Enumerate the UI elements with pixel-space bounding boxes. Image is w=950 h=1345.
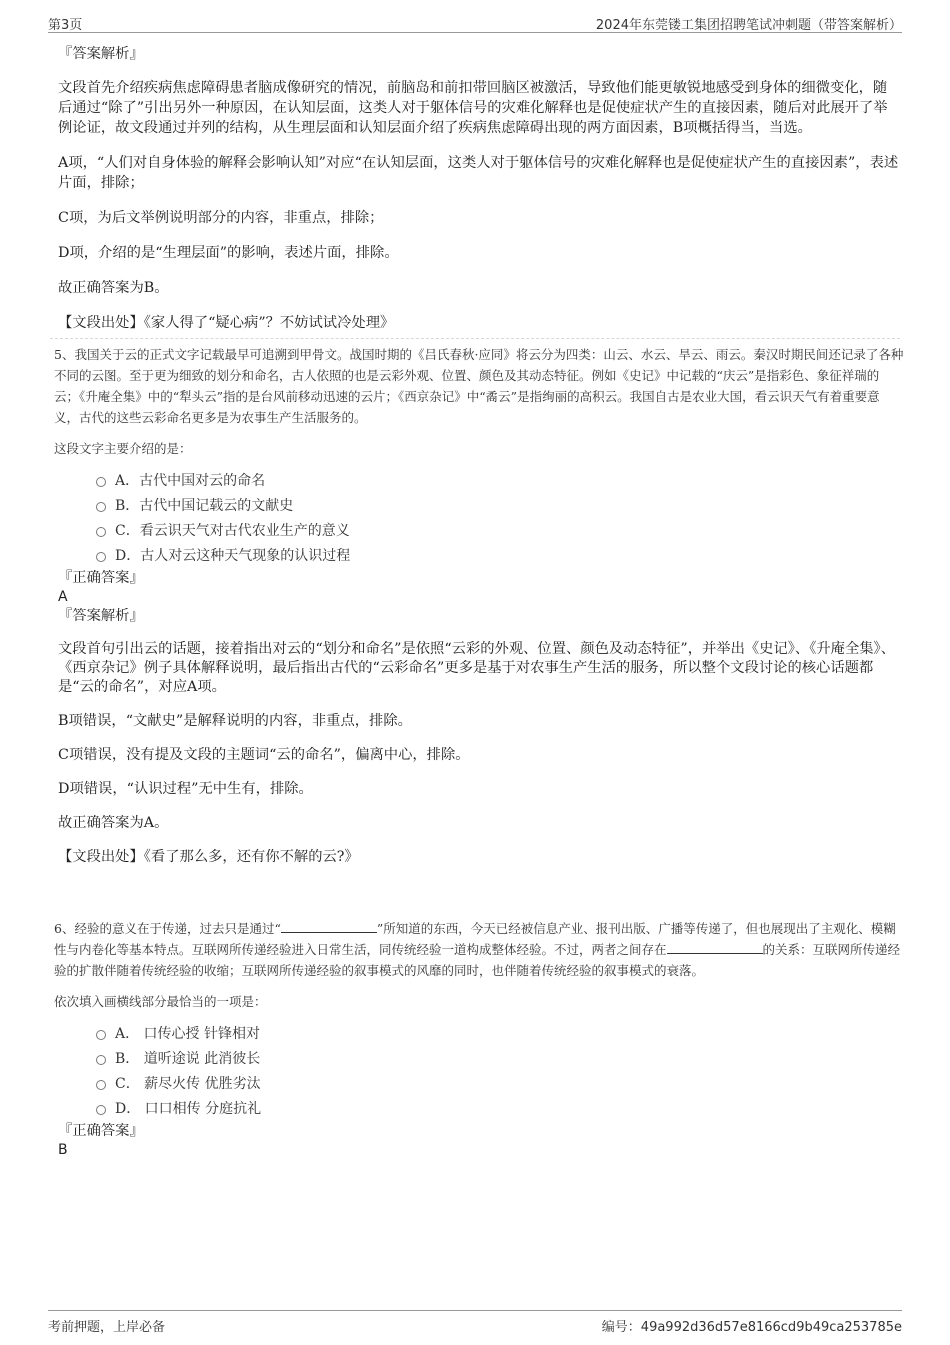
option-d-note: D项，介绍的是“生理层面”的影响，表述片面，排除。 — [58, 245, 399, 261]
analysis-text: 文段首句引出云的话题，接着指出对云的“划分和命名”是依照“云彩的外观、位置、颜色及动态特征”，并举出《史记》、《升庵全集》、《西京杂记》例子具体解释说明，最后指出古代的“云彩命名”更多是基于对农事生产生活的服务，所以整个文段讨论的核心话题都是“云的命名”，对应A项。 — [58, 641, 895, 695]
answer-block — [58, 569, 904, 867]
option-b[interactable] — [96, 1047, 904, 1072]
answer-label: 『正确答案』 — [58, 1123, 144, 1139]
page-header — [48, 10, 902, 33]
radio-icon[interactable] — [96, 527, 106, 537]
option-label: C． 薪尽火传 优胜劣汰 — [115, 1076, 261, 1092]
radio-icon[interactable] — [96, 1080, 106, 1090]
option-b-note: B项错误，“文献史”是解释说明的内容，非重点，排除。 — [58, 713, 412, 729]
option-label: C．看云识天气对古代农业生产的意义 — [115, 523, 350, 539]
document-code: 编号：49a992d36d57e8166cd9b49ca253785e — [601, 1320, 902, 1335]
radio-icon[interactable] — [96, 1105, 106, 1115]
radio-icon[interactable] — [96, 477, 106, 487]
question-prompt: 依次填入画横线部分最恰当的一项是： — [54, 994, 267, 1009]
radio-icon[interactable] — [96, 1030, 106, 1040]
document-title: 2024年东莞镂工集团招聘笔试冲刺题（带答案解析） — [595, 18, 902, 33]
source-text: 【文段出处】《看了那么多，还有你不解的云?》 — [58, 849, 359, 865]
option-c[interactable] — [96, 1072, 904, 1097]
page-footer — [48, 1310, 902, 1339]
option-label: B． 道听途说 此消彼长 — [115, 1051, 261, 1067]
fill-blank-1 — [281, 920, 377, 933]
question-prompt: 这段文字主要介绍的是： — [54, 441, 192, 456]
stem-part-1: 6、经验的意义在于传递，过去只是通过“ — [54, 921, 281, 936]
option-list — [96, 469, 904, 569]
question-6 — [54, 918, 904, 1160]
option-d[interactable] — [96, 544, 904, 569]
option-label: D．古人对云这种天气现象的认识过程 — [115, 548, 351, 564]
answer-value: A — [58, 589, 68, 605]
radio-icon[interactable] — [96, 552, 106, 562]
analysis-text: 文段首先介绍疾病焦虑障碍患者脑成像研究的情况，前脑岛和前扣带回脑区被激活，导致他们能更敏锐地感受到身体的细微变化，随后通过“除了”引出另外一种原因，在认知层面，这类人对于躯体信号的灾难化解释也是促使症状产生的直接因素，随后对此展开了举例论证，故文段通过并列的结构，从生理层面和认知层面介绍了疾病焦虑障碍出现的两方面因素，B项概括得当，当选。 — [58, 80, 888, 136]
answer-block — [58, 1122, 904, 1160]
question-5 — [54, 344, 904, 882]
question-stem — [54, 918, 904, 981]
option-c[interactable] — [96, 519, 904, 544]
analysis-label: 『答案解析』 — [58, 608, 144, 624]
conclusion-text: 故正确答案为B。 — [58, 280, 169, 296]
previous-question-analysis — [58, 44, 900, 348]
option-label: D． 口口相传 分庭抗礼 — [115, 1101, 262, 1117]
option-d-note: D项错误，“认识过程”无中生有，排除。 — [58, 781, 313, 797]
footer-slogan: 考前押题，上岸必备 — [48, 1320, 166, 1335]
option-a-note: A项，“人们对自身体验的解释会影响认知”对应“在认知层面，这类人对于躯体信号的灾难化解释也是促使症状产生的直接因素”，表述片面，排除； — [58, 155, 899, 191]
option-c-note: C项错误，没有提及文段的主题词“云的命名”，偏离中心，排除。 — [58, 747, 470, 763]
option-d[interactable] — [96, 1097, 904, 1122]
option-a[interactable] — [96, 1022, 904, 1047]
option-a[interactable] — [96, 469, 904, 494]
answer-value: B — [58, 1142, 68, 1158]
answer-label: 『正确答案』 — [58, 570, 144, 586]
page-number: 第3页 — [48, 18, 83, 33]
stem-part-3: 的关系：互联网所传递经验的扩散伴随着传统经验的收缩；互联网所传递经验的叙事模式的风靡的同时，也伴随着传统经验的叙事模式的衰落。 — [54, 942, 901, 978]
option-label: A． 口传心授 针锋相对 — [115, 1026, 261, 1042]
analysis-label: 『答案解析』 — [58, 46, 144, 62]
radio-icon[interactable] — [96, 1055, 106, 1065]
option-label: A．古代中国对云的命名 — [115, 473, 266, 489]
source-text: 【文段出处】《家人得了“疑心病”？不妨试试冷处理》 — [58, 315, 395, 331]
option-c-note: C项，为后文举例说明部分的内容，非重点，排除； — [58, 210, 384, 226]
conclusion-text: 故正确答案为A。 — [58, 815, 169, 831]
option-label: B．古代中国记载云的文献史 — [115, 498, 294, 514]
fill-blank-2 — [667, 941, 763, 954]
question-divider — [50, 338, 900, 339]
stem-part-2: ”所知道的东西，今天已经被信息产业、报刊出版、广播等传递了，但也展现出了主观化、模糊性与内卷化等基本特点。互联网所传递经验进入日常生活，同传统经验一道构成整体经验。不过，两者之间存在 — [54, 921, 896, 957]
radio-icon[interactable] — [96, 502, 106, 512]
option-b[interactable] — [96, 494, 904, 519]
option-list — [96, 1022, 904, 1122]
question-stem: 5、我国关于云的正式文字记载最早可追溯到甲骨文。战国时期的《吕氏春秋·应同》将云分为四类：山云、水云、旱云、雨云。秦汉时期民间还记录了各种不同的云图。至于更为细致的划分和命名，古人依照的也是云彩外观、位置、颜色及其动态特征。例如《史记》中记载的“庆云”是指彩色、象征祥瑞的云；《升庵全集》中的“犁头云”指的是台风前移动迅速的云片；《西京杂记》中“矞云”是指绚丽的高积云。我国自古是农业大国，看云识天气有着重要意义，古代的这些云彩命名更多是为农事生产生活服务的。 — [54, 347, 904, 425]
